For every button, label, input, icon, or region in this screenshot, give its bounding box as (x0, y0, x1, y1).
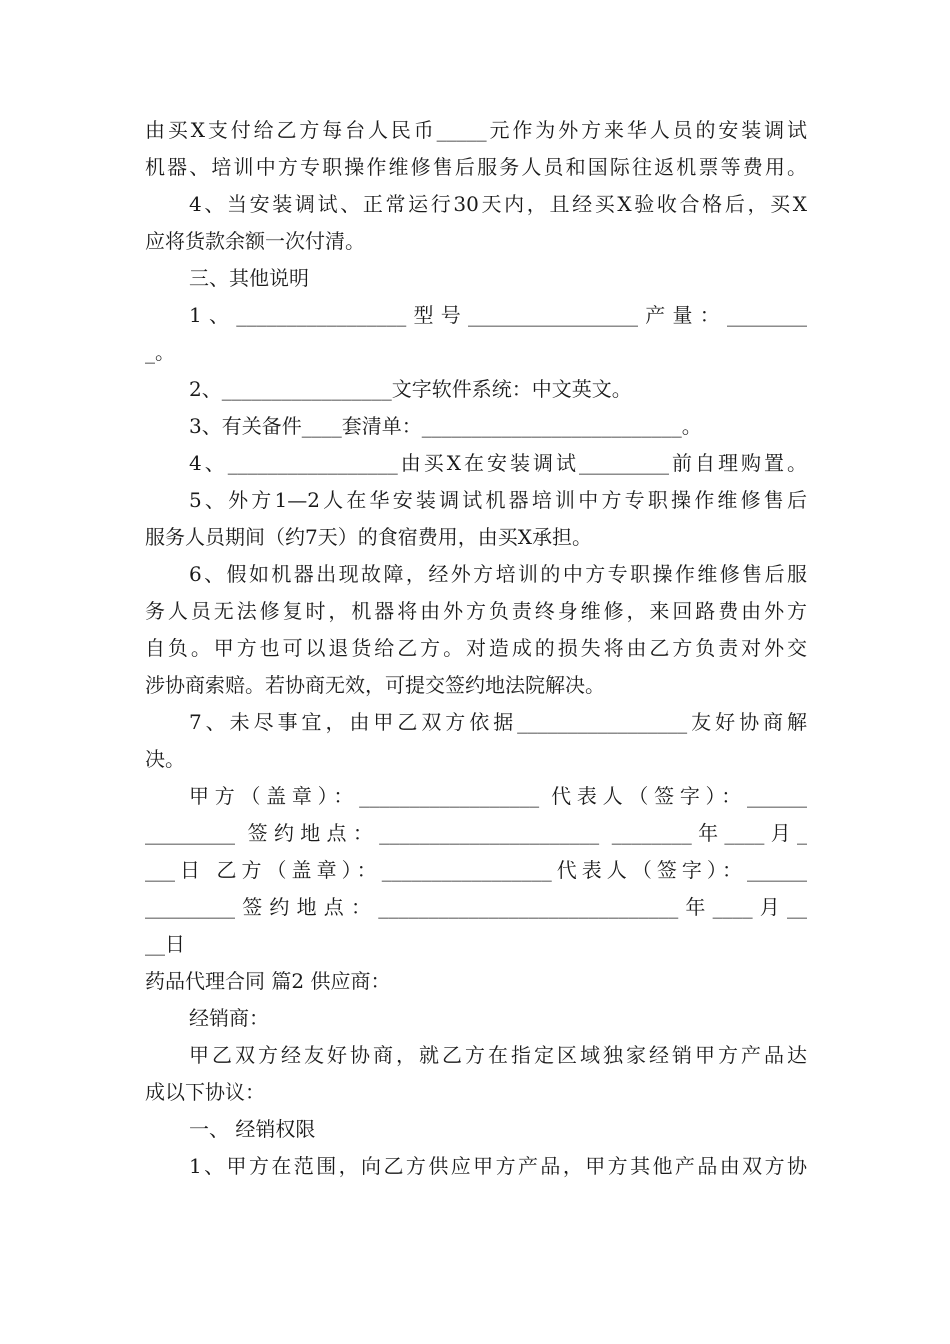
text-line-29: 1、甲方在范围，向乙方供应甲方产品，甲方其他产品由双方协 (189, 1154, 807, 1178)
text-line-3: 4、当安装调试、正常运行30天内，且经买X验收合格后，买X (189, 192, 807, 216)
text-line-15: 自负。甲方也可以退货给乙方。对造成的损失将由乙方负责对外交 (145, 636, 807, 660)
section-heading-distribution-rights: 一、 经销权限 (189, 1117, 316, 1141)
text-line-27: 成以下协议： (145, 1080, 265, 1104)
signature-line-1: 甲方（盖章）：__________________ 代表人（签字）：______ (189, 784, 807, 808)
signature-line-5: __日 (145, 932, 185, 956)
text-line-9: 3、有关备件____套清单：__________________________。 (189, 414, 702, 438)
text-line-12: 服务人员期间（约7天）的食宿费用，由买X承担。 (145, 525, 592, 549)
text-line-13: 6、假如机器出现故障，经外方培训的中方专职操作维修售后服 (189, 562, 807, 586)
distributor-label: 经销商： (189, 1006, 269, 1030)
text-line-18: 决。 (145, 747, 185, 771)
signature-line-2: _________ 签约地点：______________________ ________年____月_ (145, 821, 807, 845)
text-line-10: 4、_________________由买X在安装调试_________前自理购置。 (189, 451, 807, 475)
text-line-4: 应将货款余额一次付清。 (145, 229, 365, 253)
signature-line-4: _________签约地点：______________________________年____月__ (145, 895, 807, 919)
text-line-26: 甲乙双方经友好协商，就乙方在指定区域独家经销甲方产品达 (189, 1043, 807, 1067)
text-line-11: 5、外方1—2人在华安装调试机器培训中方专职操作维修售后 (189, 488, 807, 512)
text-line-1: 由买X支付给乙方每台人民币_____元作为外方来华人员的安装调试 (145, 118, 807, 142)
document-page (145, 112, 807, 1185)
text-line-6: 1、_________________型号_________________产量：________ (189, 303, 807, 327)
text-line-14: 务人员无法修复时，机器将由外方负责终身维修，来回路费由外方 (145, 599, 807, 623)
section-heading-other-notes: 三、其他说明 (189, 266, 309, 290)
text-line-2: 机器、培训中方专职操作维修售后服务人员和国际往返机票等费用。 (145, 155, 807, 179)
signature-line-3: ___日 乙方（盖章）：_________________代表人（签字）：______ (145, 858, 807, 882)
contract-title: 药品代理合同 篇2 供应商： (145, 969, 391, 993)
text-line-16: 涉协商索赔。若协商无效，可提交签约地法院解决。 (145, 673, 605, 697)
text-line-8: 2、_________________文字软件系统：中文英文。 (189, 377, 632, 401)
text-line-17: 7、未尽事宜，由甲乙双方依据_________________友好协商解 (189, 710, 807, 734)
text-line-7: _。 (145, 340, 175, 364)
